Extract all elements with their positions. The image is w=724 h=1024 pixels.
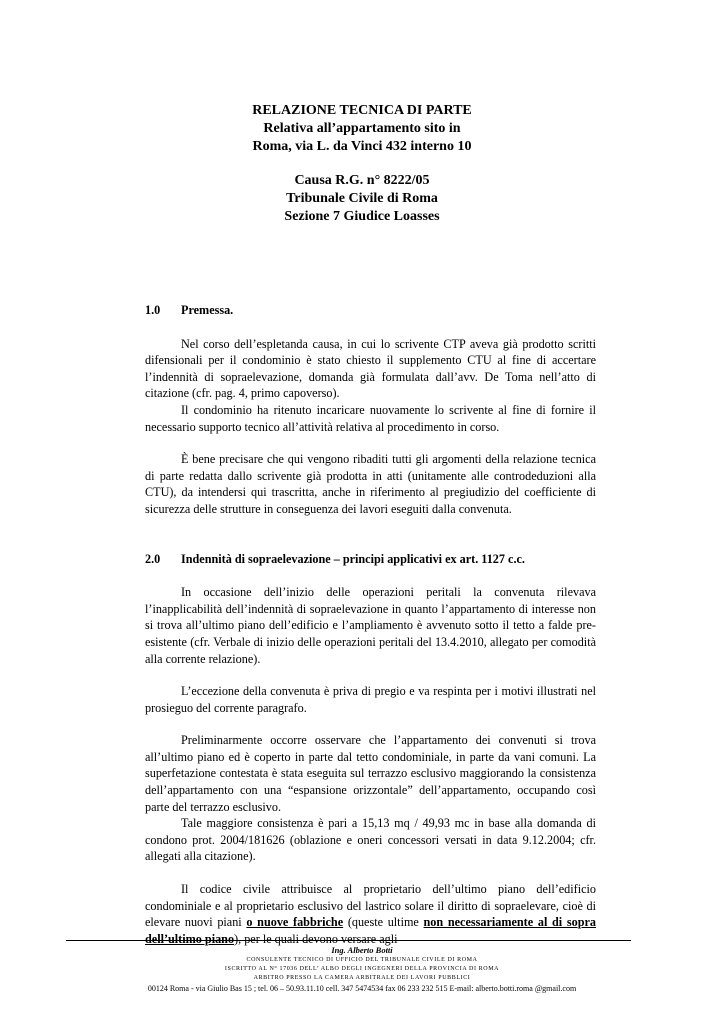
document-body bbox=[145, 302, 596, 947]
paragraph: Nel corso dell’espletanda causa, in cui lo scrivente CTP aveva già prodotto scritti difensionali per il condominio è stato chiesto il supplemento CTU al fine di accertare l’indennità di sopraelevazione, domanda già formulata dall’avv. De Toma nell’atto di citazione (cfr. pag. 4, primo capoverso). bbox=[145, 336, 596, 401]
document-title-block bbox=[0, 102, 724, 226]
court-section: Sezione 7 Giudice Loasses bbox=[284, 209, 440, 224]
footer-divider bbox=[66, 940, 631, 941]
text-run: ), per le quali devono versare agli bbox=[234, 931, 398, 946]
text-run: Il codice civile attribuisce al proprietario dell’ultimo piano dell’edificio condominiale e al proprietario esclusivo del lastrico solare il diritto di sopraelevare, cioè di elevare nuovi piani bbox=[145, 882, 596, 930]
author-credential: CONSULENTE TECNICO DI UFFICIO DEL TRIBUNALE CIVILE DI ROMA bbox=[246, 957, 478, 963]
paragraph: È bene precisare che qui vengono ribaditi tutti gli argomenti della relazione tecnica di parte redatta dallo scrivente già prodotta in atti (unitamente alle controdeduzioni alla CTU), da intendersi qui trascritta, anche in riferimento al pregiudizio del coefficiente di sicurezza delle strutture in conseguenza dei lavori eseguiti dalla convenuta. bbox=[145, 452, 596, 516]
paragraph bbox=[145, 881, 596, 947]
author-contact: 00124 Roma - via Giulio Bas 15 ; tel. 06 – 50.93.11.10 cell. 347 5474534 fax 06 233 232 515 E-mail: alberto.botti.roma @gmail.com bbox=[147, 984, 577, 993]
section-heading bbox=[145, 302, 596, 319]
case-number: Causa R.G. n° 8222/05 bbox=[294, 173, 430, 188]
document-subtitle-line: Relativa all’appartamento sito in bbox=[263, 121, 461, 136]
section-title: Indennità di sopraelevazione – principi applicativi ex art. 1127 c.c. bbox=[181, 551, 525, 566]
section-heading bbox=[145, 551, 596, 568]
document-address-line: Roma, via L. da Vinci 432 interno 10 bbox=[252, 139, 472, 154]
author-credential: ISCRITTO AL N° 17036 DELL’ ALBO DEGLI INGEGNERI DELLA PROVINCIA DI ROMA bbox=[224, 966, 500, 972]
section-title: Premessa. bbox=[181, 303, 234, 317]
author-credential: ARBITRO PRESSO LA CAMERA ARBITRALE DEI LAVORI PUBBLICI bbox=[253, 975, 471, 981]
document-title: RELAZIONE TECNICA DI PARTE bbox=[252, 103, 472, 118]
paragraph: L’eccezione della convenuta è priva di pregio e va respinta per i motivi illustrati nel prosieguo del corrente paragrafo. bbox=[145, 684, 596, 715]
paragraph: Preliminarmente occorre osservare che l’appartamento dei convenuti si trova all’ultimo piano ed è coperto in parte dal tetto condominiale, in parte da vani comuni. La superfetazione contestata è stata eseguita sul terrazzo esclusivo maggiorando la consistenza dell’appartamento con una “espansione orizzontale” dell’appartamento, occupando così parte del terrazzo esclusivo. bbox=[145, 733, 596, 814]
author-name: Ing. Alberto Botti bbox=[331, 945, 393, 955]
underlined-bold-text: non necessariamente al di sopra dell’ultimo piano bbox=[145, 915, 596, 946]
paragraph: In occasione dell’inizio delle operazioni peritali la convenuta rilevava l’inapplicabilità dell’indennità di sopraelevazione in quanto l’appartamento di interesse non si trova all’ultimo piano dell’edificio e l’ampliamento è avvenuto sotto il tetto a falde pre-esistente (cfr. Verbale di inizio delle operazioni peritali del 13.4.2010, allegato per comodità alla corrente relazione). bbox=[145, 585, 596, 666]
paragraph: Tale maggiore consistenza è pari a 15,13 mq / 49,93 mc in base alla domanda di condono prot. 2004/181626 (oblazione e oneri concessori versati in data 9.12.2004; cfr. allegati alla citazione). bbox=[145, 816, 596, 864]
section-number: 1.0 bbox=[145, 303, 161, 317]
underlined-bold-text: o nuove fabbriche bbox=[246, 915, 344, 930]
text-run: (queste ultime bbox=[343, 915, 424, 930]
paragraph: Il condominio ha ritenuto incaricare nuovamente lo scrivente al fine di fornire il necessario supporto tecnico all’attività relativa al procedimento in corso. bbox=[145, 402, 596, 434]
court-name: Tribunale Civile di Roma bbox=[286, 191, 438, 206]
page-footer bbox=[0, 945, 724, 994]
section-number: 2.0 bbox=[145, 551, 161, 566]
